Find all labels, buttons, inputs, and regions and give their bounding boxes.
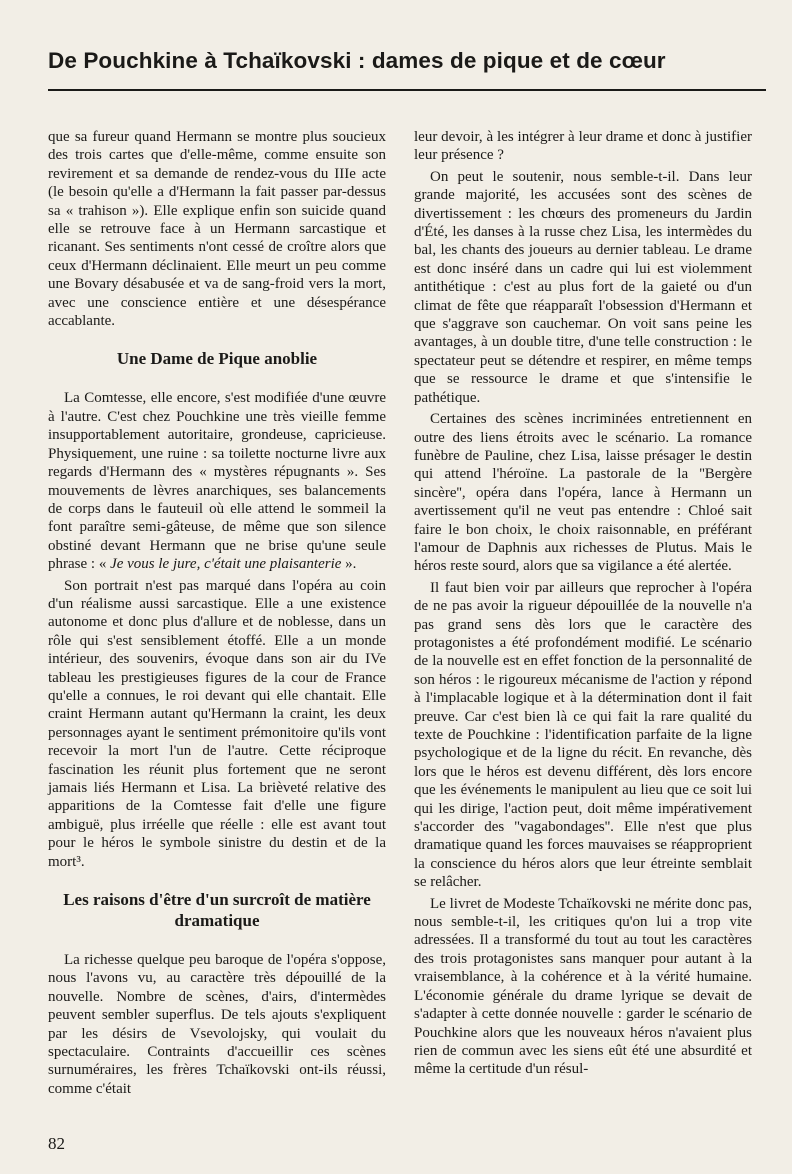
paragraph: Il faut bien voir par ailleurs que reprocher à l'opéra de ne pas avoir la rigueur dépouillée de la nouvelle n'a pas grand sens dès lors que le caractère des protagonistes a été profondément modifié. Le scénario de la nouvelle est en effet fonction de la personnalité de son héros : le rigoureux mécanisme de l'action y répond à l'implacable logique et à la détermination dont il fait preuve. Car c'est bien là ce qui fait la rare qualité du texte de Pouchkine : l'identification parfaite de la ligne psychologique et de la ligne du récit. En revanche, dès lors que le héros est devenu différent, dès lors encore que les événements le manipulent au lieu que ce soit lui qui les dirige, l'action peut, doit même impérativement s'accorder des ''vagabondages''. Elle n'est que plus dramatique quand les forces mauvaises se réapproprient la conscience du héros alors que leur étreinte semblait se relâcher. xyxy=(414,579,752,891)
page-title: De Pouchkine à Tchaïkovski : dames de pique et de cœur xyxy=(48,48,666,73)
paragraph: Son portrait n'est pas marqué dans l'opéra au coin d'un réalisme aussi sarcastique. Elle a une existence autonome et donc plus d'allure et de noblesse, dans un rôle qui s'est sensiblement étoffé. Elle a un monde intérieur, des souvenirs, évoque dans son air du IVe tableau les prestigieuses figures de la cour de France qu'elle a connues, le roi devant qui elle chantait. Elle craint Hermann autant qu'Hermann la craint, les deux personnages ayant le sentiment prémonitoire qu'ils vont recevoir la mort l'un de l'autre. Cette réciproque fascination les réunit plus fortement que ne seront jamais liés Hermann et Lisa. La brièveté relative des apparitions de la Comtesse fait d'elle une figure ambiguë, plus irréelle que réelle : elle est avant tout pour le héros le symbole sinistre du destin et de la mort³. xyxy=(48,577,386,870)
section-heading: Les raisons d'être d'un surcroît de matière dramatique xyxy=(63,890,371,931)
paragraph: leur devoir, à les intégrer à leur drame et donc à justifier leur présence ? xyxy=(414,129,752,164)
left-column xyxy=(48,128,386,1098)
paragraph: La richesse quelque peu baroque de l'opéra s'oppose, nous l'avons vu, au caractère très dépouillé de la nouvelle. Nombre de scènes, d'airs, d'intermèdes peuvent sembler superflus. De tels ajouts s'expliquent par les désirs de Vsevolojsky, qui voulait du spectaculaire. Contraints d'accueillir ces scènes surnuméraires, les frères Tchaïkovski ont-ils réussi, comme c'était xyxy=(48,952,386,1097)
italic-quote: Je vous le jure, c'était une plaisanterie xyxy=(110,556,342,573)
paragraph xyxy=(48,389,386,573)
paragraph: On peut le soutenir, nous semble-t-il. Dans leur grande majorité, les accusées sont des scènes de divertissement : les chœurs des promeneurs du Jardin d'Été, les danses à la russe chez Lisa, les intermèdes du bal, les chants des joueurs au dernier tableau. Le drame est donc inséré dans un cadre qui lui est violemment antithétique : c'est au plus fort de la gaieté ou d'un climat de fête que réapparaît l'obsession d'Hermann et que s'aggrave son cauchemar. On voit sans peine les avantages, à un double titre, d'une telle construction : le spectateur peut se détendre et respirer, en même temps que se ressource le drame et que s'intensifie le pathétique. xyxy=(414,168,752,406)
paragraph: que sa fureur quand Hermann se montre plus soucieux des trois cartes que d'elle-même, comme ensuite son revirement et sa demande de rendez-vous du IIIe acte (le besoin qu'elle a d'Hermann la fait passer par-dessus sa « trahison »). Elle explique enfin son suicide quand elle se retrouve face à un Hermann sarcastique et ricanant. Ses sentiments n'ont cessé de croître alors que ceux d'Hermann déclinaient. Elle meurt un peu comme une Bovary désabusée et va de sang-froid vers la mort, avec une conscience entière et une désespérance accablante. xyxy=(48,129,386,330)
page-number: 82 xyxy=(48,1134,65,1153)
paragraph-text: ». xyxy=(341,556,357,573)
right-column xyxy=(414,128,752,1079)
paragraph: Certaines des scènes incriminées entretiennent en outre des liens étroits avec le scénario. La romance funèbre de Pauline, chez Lisa, laisse présager le destin qui attend l'héroïne. La pastorale de la ''Bergère sincère'', opéra dans l'opéra, lance à Hermann un avertissement qu'il ne veut pas entendre : Chloé sait faire le bon choix, le choix raisonnable, en préférant l'amour de Daphnis aux richesses de Plutus. Mais le héros reste sourd, alors que sa vigilance a été alertée. xyxy=(414,411,752,575)
paragraph: Le livret de Modeste Tchaïkovski ne mérite donc pas, nous semble-t-il, les critiques qu'on lui a trop vite adressées. Il a transformé du tout au tout les caractères des trois protagonistes sans manquer pour autant à la vraisemblance, à la cohérence et à la vérité humaine. L'économie générale du drame lyrique se devait de s'adapter à cette donnée nouvelle : garder le scénario de Pouchkine alors que les nouveaux héros n'avaient plus rien de commun avec les siens eût été une absurdité et même la certitude d'un résul- xyxy=(414,895,752,1078)
section-heading: Une Dame de Pique anoblie xyxy=(116,349,318,369)
paragraph-text: La Comtesse, elle encore, s'est modifiée d'une œuvre à l'autre. C'est chez Pouchkine une très vieille femme insupportablement autoritaire, grondeuse, capricieuse. Physiquement, une ruine : sa toilette nocturne livre aux regards d'Hermann des « mystères répugnants ». Ses mouvements de lèvres anarchiques, ses balancements de corps dans le fauteuil où elle attend le sommeil la font paraître semi-gâteuse, de même que son silence obstiné devant Hermann que ne brise qu'une seule phrase : « xyxy=(48,390,386,573)
title-rule xyxy=(48,89,766,91)
